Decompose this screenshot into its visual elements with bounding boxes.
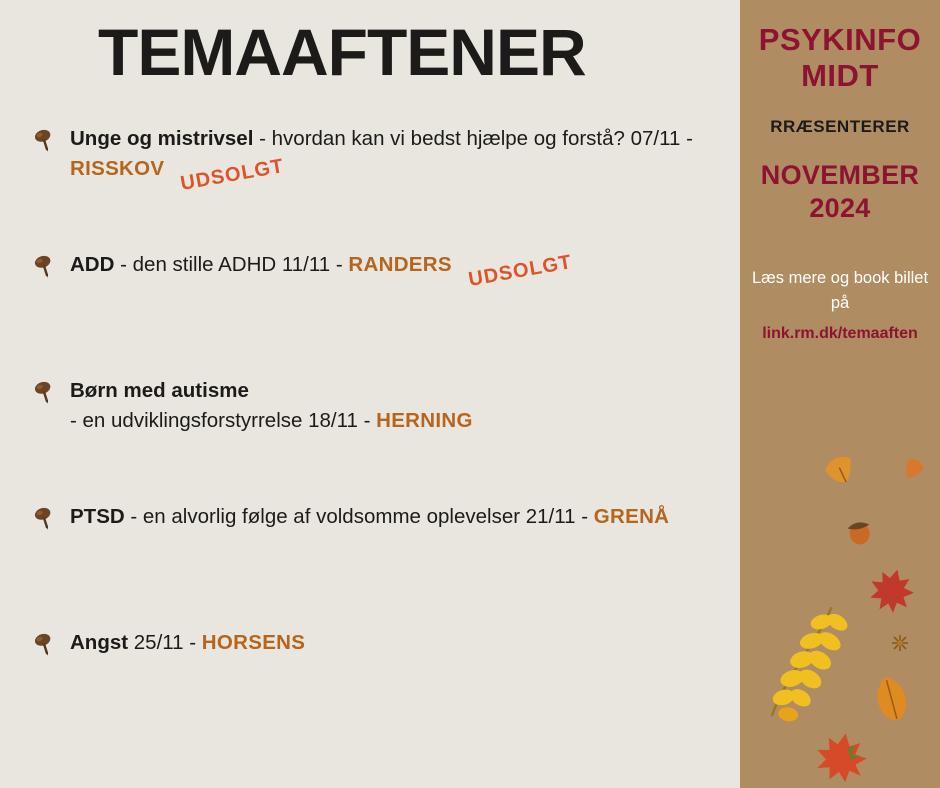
- booking-info: [740, 266, 940, 346]
- event-city: RANDERS: [348, 253, 452, 276]
- event-title: ADD: [70, 253, 115, 276]
- event-text: [70, 628, 740, 658]
- page-title: TEMAAFTENER: [98, 15, 586, 89]
- status-badge: UDSOLGT: [466, 251, 574, 291]
- status-badge: UDSOLGT: [179, 154, 287, 195]
- event-title: Angst: [70, 631, 129, 654]
- sidebar: [740, 0, 940, 788]
- event-description: 25/11 -: [128, 631, 202, 654]
- event-description: - en alvorlig følge af voldsomme oplevelser 21/11 -: [124, 505, 594, 528]
- month-label: NOVEMBER: [760, 160, 920, 191]
- brand-line-2: MIDT: [801, 57, 879, 93]
- autumn-leaves-decoration: [740, 430, 940, 788]
- event-city: GRENÅ: [593, 505, 670, 528]
- event-description: - hvordan kan vi bedst hjælpe og forstå? 07/11 -: [253, 127, 693, 150]
- event-city: RISSKOV: [70, 156, 165, 180]
- pushpin-icon: [30, 126, 58, 154]
- event-title: Unge og mistrivsel: [70, 127, 254, 150]
- brand-name: [740, 22, 940, 93]
- brand-line-1: PSYKINFO: [758, 22, 922, 57]
- year-label: 2024: [809, 192, 871, 223]
- event-text: [70, 376, 740, 435]
- list-item: [30, 628, 740, 692]
- event-city: HORSENS: [201, 631, 306, 654]
- list-item: [30, 502, 740, 566]
- event-text: [70, 502, 740, 532]
- list-item: [30, 124, 740, 195]
- booking-link[interactable]: link.rm.dk/temaaften: [762, 324, 918, 342]
- event-description: - en udviklingsforstyrrelse 18/11 -: [70, 408, 377, 432]
- pushpin-icon: [30, 630, 58, 658]
- booking-text: Læs mere og book billet på: [751, 269, 929, 312]
- list-item: [30, 376, 740, 440]
- pushpin-icon: [30, 252, 58, 280]
- event-city: HERNING: [376, 408, 473, 432]
- event-list: [0, 124, 740, 692]
- pushpin-icon: [30, 504, 58, 532]
- event-text: [70, 124, 740, 195]
- event-description: - den stille ADHD 11/11 -: [114, 253, 349, 276]
- list-item: [30, 250, 740, 314]
- event-title: Børn med autisme: [70, 379, 249, 402]
- event-title: PTSD: [70, 505, 125, 528]
- pushpin-icon: [30, 378, 58, 406]
- presents-label: RRÆSENTERER: [770, 117, 910, 137]
- event-text: [70, 250, 740, 291]
